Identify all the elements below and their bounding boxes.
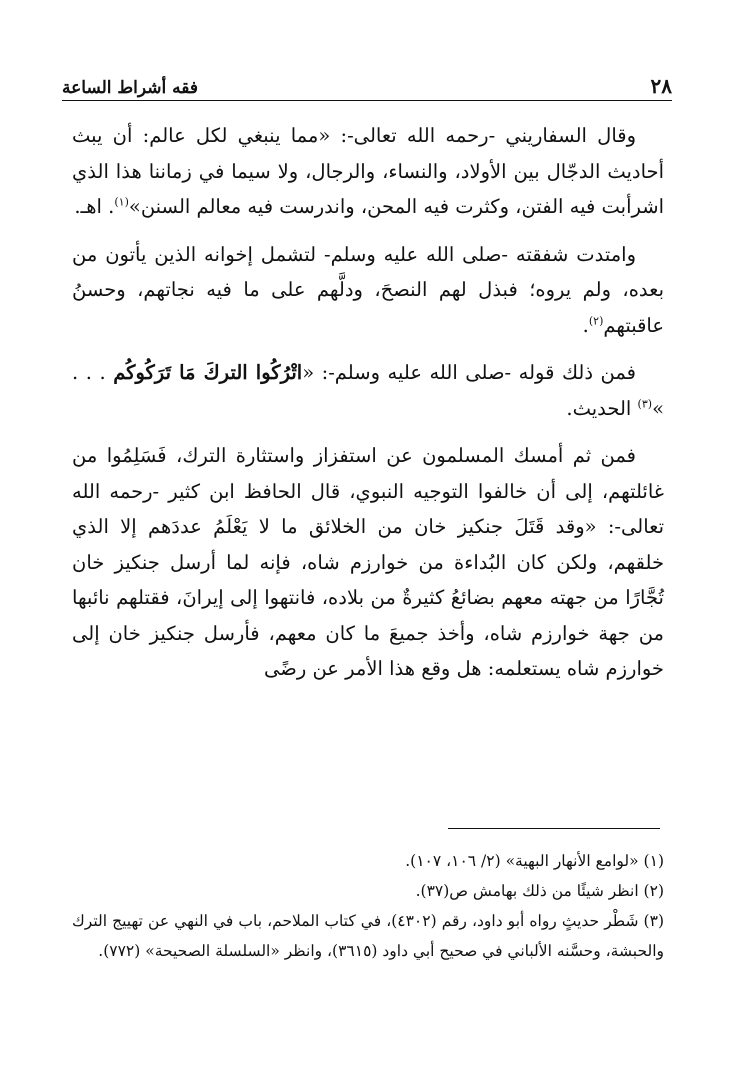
page-number: ٢٨: [650, 74, 672, 98]
paragraph-3-rest: . . . »: [72, 361, 664, 420]
footnote-1: (١) «لوامع الأنهار البهية» (٢/ ١٠٦، ١٠٧).: [405, 852, 664, 870]
paragraph-1-tail: . اهـ.: [74, 195, 115, 218]
footnote-rule: [448, 828, 660, 829]
paragraph-3-intro: فمن ذلك قوله -صلى الله عليه وسلم-: «: [302, 361, 636, 384]
paragraph-2-tail: .: [582, 313, 589, 337]
hadith-quote: اتْرُكُوا التركَ مَا تَرَكُوكُم: [113, 361, 303, 384]
paragraph-3: [72, 355, 664, 426]
paragraph-4-text: فمن ثم أمسك المسلمون عن استفزاز واستثارة الترك، فَسَلِمُوا من غائلتهم، إلى أن خالفوا التوجيه النبوي، قال الحافظ ابن كثير -رحمه الله تعالى-: «وقد قَتَلَ جنكيز خان من الخلائق ما لا يَعْلَمُ عددَهم إلا الذي خلقهم، ولكن كان البُداءة من خوارزم شاه، فإنه لما أرسل جنكيز خان تُجَّارًا من جهته معهم بضائعُ كثيرةٌ من بلاده، فانتهوا إلى إيرانَ، فقتلهم نائبها من جهة خوارزم شاه، وأخذ جميعَ ما كان معهم، فأرسل جنكيز خان إلى خوارزم شاه يستعلمه: هل وقع هذا الأمر عن رضًى: [72, 444, 664, 680]
paragraph-3-tail: الحديث.: [566, 396, 638, 420]
main-text: [72, 118, 664, 699]
footnotes: [72, 846, 664, 966]
page-header: [62, 64, 672, 98]
footnote-3: (٣) شَطْر حديثٍ رواه أبو داود، رقم (٤٣٠٢)، في كتاب الملاحم، باب في النهي عن تهييج الترك والحبشة، وحسَّنه الألباني في صحيح أبي داود (٣٦١٥)، وانظر «السلسلة الصحيحة» (٧٧٢).: [72, 912, 664, 960]
paragraph-1: [72, 118, 664, 225]
header-rule: [62, 100, 672, 101]
footnote-ref-2: (٢): [588, 314, 604, 327]
footnote-ref-1: (١): [114, 195, 129, 209]
footnote-2: (٢) انظر شيئًا من ذلك بهامش ص(٣٧).: [415, 882, 664, 900]
paragraph-4: [72, 438, 664, 687]
footnote-ref-3: (٣): [637, 397, 653, 410]
paragraph-2-text: وامتدت شفقته -صلى الله عليه وسلم- لتشمل إخوانه الذين يأتون من بعده، ولم يروه؛ فبذل لهم النصحَ، ودلَّهم على ما فيه نجاتهم، وحسنُ عاقبتهم: [72, 242, 664, 337]
paragraph-2: [72, 237, 664, 344]
running-title: فقه أشراط الساعة: [62, 78, 198, 98]
paragraph-1-text: وقال السفاريني -رحمه الله تعالى-: «مما ينبغي لكل عالم: أن يبث أحاديث الدجّال بين الأولاد، والنساء، والرجال، ولا سيما في زماننا هذا الذي اشرأبت فيه الفتن، وكثرت فيه المحن، واندرست فيه معالم السنن»: [72, 124, 664, 218]
